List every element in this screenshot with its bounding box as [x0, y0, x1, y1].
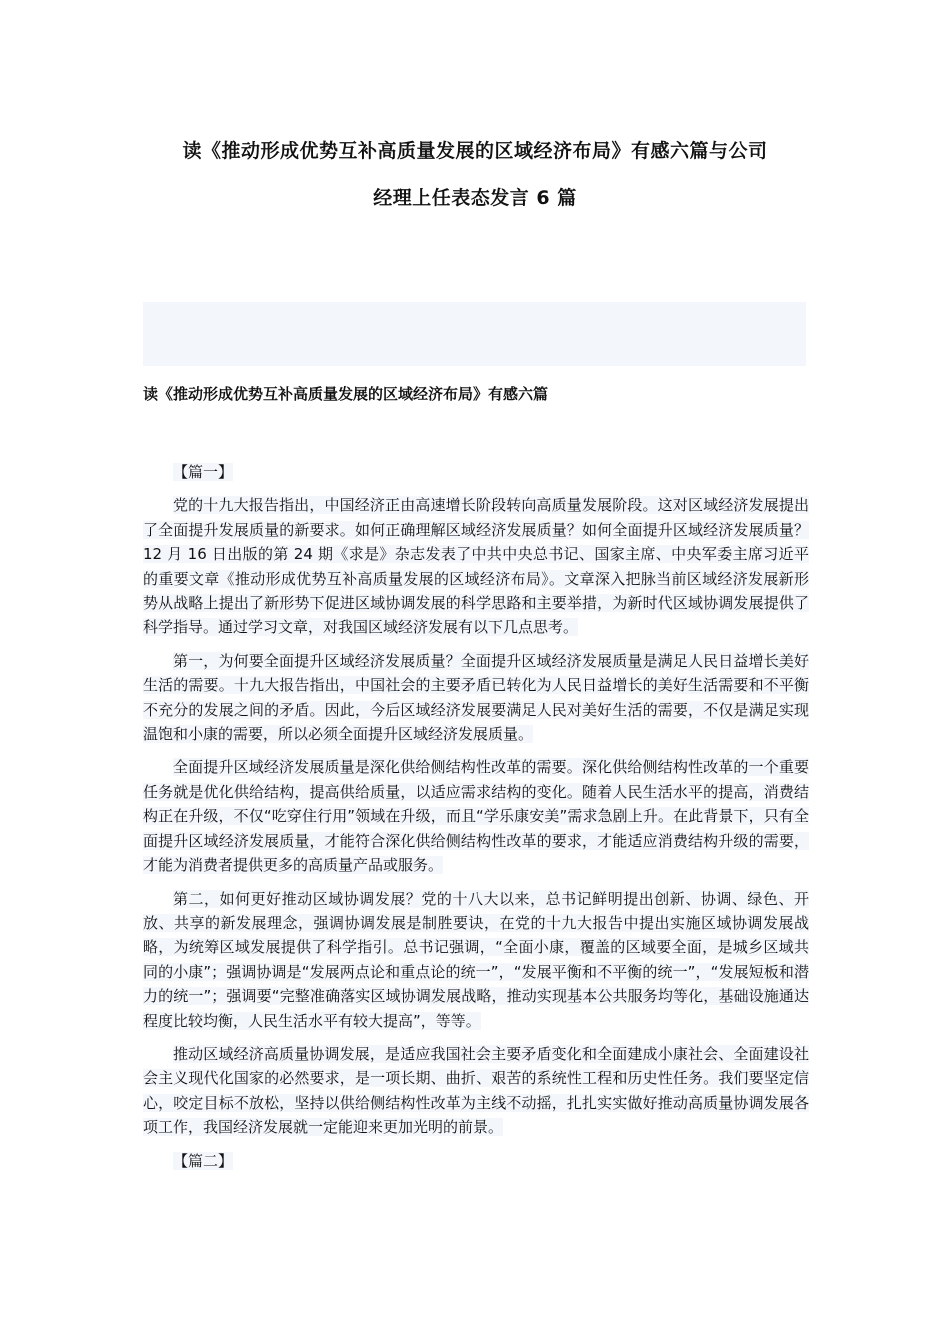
part-2-label: [143, 1149, 809, 1173]
paragraph: [143, 493, 809, 639]
part-1-label: [143, 460, 809, 484]
paragraph: [143, 1042, 809, 1140]
paragraph: [143, 887, 809, 1033]
article-body: [143, 460, 809, 1182]
part-2-label-text: 【篇二】: [173, 1151, 234, 1170]
paragraph: [143, 649, 809, 747]
paragraph: [143, 755, 809, 877]
paragraph-text: 第一，为何要全面提升区域经济发展质量？全面提升区域经济发展质量是满足人民日益增长美好生活的需要。十九大报告指出，中国社会的主要矛盾已转化为人民日益增长的美好生活需要和不平衡不充分的发展之间的矛盾。因此，今后区域经济发展要满足人民对美好生活的需要，不仅是满足实现温饱和小康的需要，所以必须全面提升区域经济发展质量。: [143, 651, 809, 744]
paragraph-text: 第二，如何更好推动区域协调发展？党的十八大以来，总书记鲜明提出创新、协调、绿色、开放、共享的新发展理念，强调协调发展是制胜要诀，在党的十九大报告中提出实施区域协调发展战略，为统筹区域发展提供了科学指引。总书记强调，“全面小康，覆盖的区域要全面，是城乡区域共同的小康”；强调协调是“发展两点论和重点论的统一”，“发展平衡和不平衡的统一”，“发展短板和潜力的统一”；强调要“完整准确落实区域协调发展战略，推动实现基本公共服务均等化，基础设施通达程度比较均衡，人民生活水平有较大提高”，等等。: [143, 889, 809, 1030]
paragraph-text: 推动区域经济高质量协调发展，是适应我国社会主要矛盾变化和全面建成小康社会、全面建设社会主义现代化国家的必然要求，是一项长期、曲折、艰苦的系统性工程和历史性任务。我们要坚定信心，咬定目标不放松，坚持以供给侧结构性改革为主线不动摇，扎扎实实做好推动高质量协调发展各项工作，我国经济发展就一定能迎来更加光明的前景。: [143, 1044, 809, 1137]
document-title-line-1: 读《推动形成优势互补高质量发展的区域经济布局》有感六篇与公司: [182, 140, 768, 162]
banner-placeholder: [143, 302, 806, 366]
section-heading: 读《推动形成优势互补高质量发展的区域经济布局》有感六篇: [143, 385, 549, 403]
part-1-label-text: 【篇一】: [173, 463, 234, 481]
paragraph-text: 全面提升区域经济发展质量是深化供给侧结构性改革的需要。深化供给侧结构性改革的一个重要任务就是优化供给结构，提高供给质量，以适应需求结构的变化。随着人民生活水平的提高，消费结构正在升级，不仅“吃穿住行用”领域在升级，而且“学乐康安美”需求急剧上升。在此背景下，只有全面提升区域经济发展质量，才能符合深化供给侧结构性改革的要求，才能适应消费结构升级的需要，才能为消费者提供更多的高质量产品或服务。: [143, 758, 809, 875]
paragraph-text: 党的十九大报告指出，中国经济正由高速增长阶段转向高质量发展阶段。这对区域经济发展提出了全面提升发展质量的新要求。如何正确理解区域经济发展质量？如何全面提升区域经济发展质量？12 月 16 日出版的第 24 期《求是》杂志发表了中共中央总书记、国家主席、中央军委主席习近平的重要文章《推动形成优势互补高质量发展的区域经济布局》。文章深入把脉当前区域经济发展新形势从战略上提出了新形势下促进区域协调发展的科学思路和主要举措，为新时代区域协调发展提供了科学指导。通过学习文章，对我国区域经济发展有以下几点思考。: [143, 496, 809, 637]
document-title-line-2: 经理上任表态发言 6 篇: [373, 187, 577, 209]
